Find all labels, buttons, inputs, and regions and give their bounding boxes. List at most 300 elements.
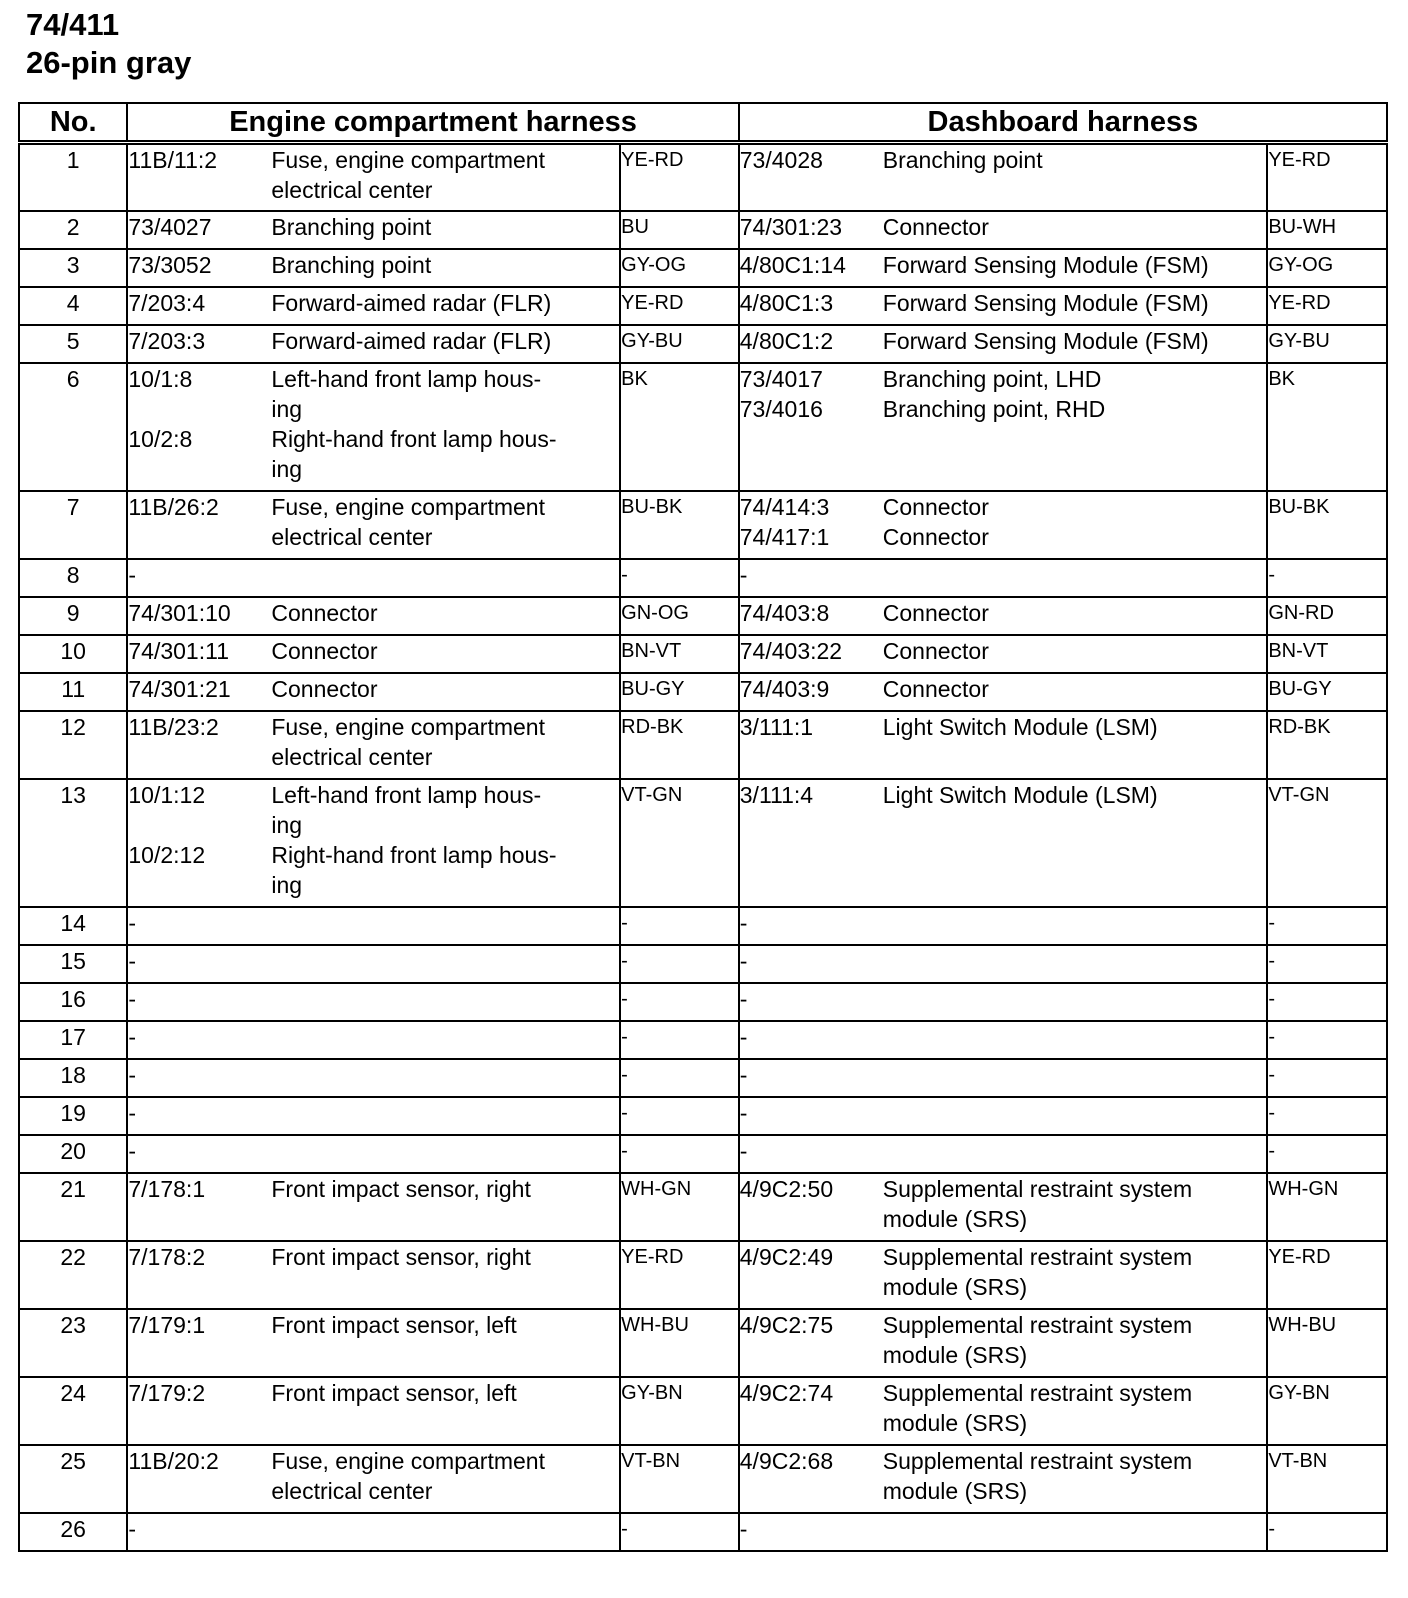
engine-harness-cell (127, 143, 620, 211)
component-description: ing (271, 455, 303, 482)
table-row (19, 1445, 1387, 1513)
harness-line (740, 1204, 1267, 1234)
harness-line (740, 1272, 1267, 1302)
table-row (19, 363, 1387, 491)
pin-number: 12 (19, 711, 127, 779)
harness-line (128, 742, 619, 772)
harness-line (740, 492, 1267, 522)
component-description (271, 946, 619, 976)
component-description (271, 1060, 619, 1090)
terminal-code (128, 394, 271, 424)
engine-harness-cell (127, 559, 620, 597)
harness-line (128, 394, 619, 424)
engine-harness-cell (127, 491, 620, 559)
harness-line (128, 175, 619, 205)
engine-harness-cell (127, 1021, 620, 1059)
harness-line (128, 424, 619, 454)
wire-color: YE-RD (620, 143, 739, 211)
terminal-code: 10/2:12 (128, 841, 206, 868)
wire-color: - (1267, 907, 1387, 945)
engine-harness-cell (127, 1445, 620, 1513)
component-description (883, 1514, 1267, 1544)
table-row (19, 1097, 1387, 1135)
table-row (19, 779, 1387, 907)
component-description (883, 1136, 1267, 1166)
table-row (19, 983, 1387, 1021)
table-row (19, 1377, 1387, 1445)
wire-color: - (1267, 983, 1387, 1021)
harness-line (740, 250, 1267, 280)
pin-number: 1 (19, 143, 127, 211)
terminal-code: - (739, 1515, 748, 1542)
terminal-code: 4/9C2:49 (739, 1243, 834, 1270)
wire-color: YE-RD (620, 287, 739, 325)
connector-description: 26-pin gray (26, 45, 192, 80)
wire-color: VT-GN (620, 779, 739, 907)
harness-line (740, 1340, 1267, 1370)
engine-harness-cell (127, 1173, 620, 1241)
dashboard-harness-cell (739, 491, 1268, 559)
component-description: electrical center (271, 1477, 433, 1504)
harness-line (128, 454, 619, 484)
terminal-code: 74/414:3 (739, 493, 830, 520)
terminal-code: 74/403:22 (739, 637, 843, 664)
terminal-code: 73/3052 (128, 251, 212, 278)
dashboard-harness-cell (739, 249, 1268, 287)
component-description: electrical center (271, 523, 433, 550)
component-description: Fuse, engine compartment (271, 713, 545, 740)
component-description: Supplemental restraint system (882, 1175, 1193, 1202)
terminal-code: 10/1:12 (128, 781, 206, 808)
component-description: Supplemental restraint system (882, 1243, 1193, 1270)
harness-line (128, 870, 619, 900)
terminal-code (128, 870, 271, 900)
terminal-code: 7/178:1 (128, 1175, 206, 1202)
component-description: Branching point, LHD (882, 365, 1102, 392)
wire-color: BU-BK (620, 491, 739, 559)
harness-line (740, 522, 1267, 552)
pin-number: 15 (19, 945, 127, 983)
terminal-code: 7/203:3 (128, 327, 206, 354)
dashboard-harness-cell (739, 597, 1268, 635)
component-description: Connector (271, 675, 378, 702)
harness-line (740, 674, 1267, 704)
terminal-code: 11B/11:2 (128, 147, 218, 173)
component-description: Supplemental restraint system (882, 1311, 1193, 1338)
terminal-code: 73/4027 (128, 213, 212, 240)
wire-color: GY-OG (620, 249, 739, 287)
terminal-code: 74/301:23 (739, 213, 843, 240)
dashboard-harness-cell (739, 1173, 1268, 1241)
table-header-row (19, 103, 1387, 143)
wire-color: BN-VT (620, 635, 739, 673)
pinout-table (18, 102, 1388, 1552)
engine-harness-cell (127, 325, 620, 363)
terminal-code (128, 810, 271, 840)
harness-line (128, 908, 619, 938)
component-description (271, 908, 619, 938)
engine-harness-cell (127, 779, 620, 907)
component-description: Supplemental restraint system (882, 1379, 1193, 1406)
pin-number: 22 (19, 1241, 127, 1309)
terminal-code: 74/403:9 (739, 675, 830, 702)
component-description: Connector (271, 599, 378, 626)
table-row (19, 673, 1387, 711)
harness-line (128, 712, 619, 742)
wire-color: - (620, 1097, 739, 1135)
component-description: Forward Sensing Module (FSM) (882, 251, 1209, 278)
wire-color: - (1267, 1513, 1387, 1551)
terminal-code: 7/178:2 (128, 1243, 206, 1270)
harness-line (128, 984, 619, 1014)
component-description: Connector (882, 213, 989, 240)
harness-line (128, 1174, 619, 1204)
terminal-code: 11B/20:2 (128, 1447, 219, 1474)
terminal-code: 4/80C1:3 (739, 289, 834, 316)
dashboard-harness-cell (739, 143, 1268, 211)
harness-line (128, 598, 619, 628)
engine-harness-cell (127, 211, 620, 249)
pin-number: 8 (19, 559, 127, 597)
component-description: Connector (271, 637, 378, 664)
pin-number: 3 (19, 249, 127, 287)
terminal-code: - (739, 1023, 748, 1050)
harness-line (740, 212, 1267, 242)
terminal-code: - (739, 1061, 748, 1088)
dashboard-harness-cell (739, 1309, 1268, 1377)
terminal-code: 7/179:2 (128, 1379, 206, 1406)
wire-color: - (1267, 1097, 1387, 1135)
pin-number: 20 (19, 1135, 127, 1173)
harness-line (128, 946, 619, 976)
engine-harness-cell (127, 363, 620, 491)
harness-line (128, 1476, 619, 1506)
terminal-code: 73/4017 (739, 365, 823, 392)
engine-harness-cell (127, 287, 620, 325)
pin-number: 10 (19, 635, 127, 673)
connector-id: 74/411 (26, 7, 120, 42)
pin-number: 18 (19, 1059, 127, 1097)
pin-number: 23 (19, 1309, 127, 1377)
harness-line (128, 1378, 619, 1408)
table-row (19, 1173, 1387, 1241)
terminal-code: - (128, 1137, 137, 1164)
table-row (19, 945, 1387, 983)
pin-number: 16 (19, 983, 127, 1021)
component-description: module (SRS) (882, 1273, 1028, 1300)
component-description: Forward-aimed radar (FLR) (271, 327, 552, 354)
dashboard-harness-cell (739, 673, 1268, 711)
table-row (19, 1135, 1387, 1173)
terminal-code: - (739, 1099, 748, 1126)
header-engine-harness: Engine compartment harness (127, 103, 738, 143)
table-row (19, 597, 1387, 635)
harness-line (128, 145, 619, 175)
harness-line (740, 908, 1267, 938)
dashboard-harness-cell (739, 211, 1268, 249)
harness-line (740, 1174, 1267, 1204)
harness-line (740, 145, 1267, 175)
component-description (271, 1022, 619, 1052)
harness-line (128, 326, 619, 356)
harness-line (128, 1098, 619, 1128)
component-description: Right-hand front lamp hous- (271, 841, 557, 868)
harness-line (128, 1136, 619, 1166)
dashboard-harness-cell (739, 1513, 1268, 1551)
harness-line (740, 1514, 1267, 1544)
harness-line (740, 1242, 1267, 1272)
table-row (19, 491, 1387, 559)
wire-color: GN-RD (1267, 597, 1387, 635)
dashboard-harness-cell (739, 559, 1268, 597)
dashboard-harness-cell (739, 325, 1268, 363)
pin-number: 25 (19, 1445, 127, 1513)
wire-color: - (620, 1059, 739, 1097)
terminal-code (740, 1272, 883, 1302)
component-description: Fuse, engine compartment (271, 1447, 545, 1474)
wire-color: - (1267, 559, 1387, 597)
component-description: Left-hand front lamp hous- (271, 781, 542, 808)
component-description: Connector (882, 675, 989, 702)
harness-line (740, 560, 1267, 590)
terminal-code (740, 1408, 883, 1438)
table-row (19, 1513, 1387, 1551)
component-description: electrical center (271, 743, 433, 770)
terminal-code: 4/9C2:68 (739, 1447, 834, 1474)
component-description: electrical center (271, 177, 433, 203)
harness-line (128, 250, 619, 280)
component-description: Branching point, RHD (882, 395, 1106, 422)
component-description: Light Switch Module (LSM) (882, 713, 1158, 740)
component-description (883, 560, 1267, 590)
harness-line (128, 636, 619, 666)
table-row (19, 325, 1387, 363)
wire-color: GN-OG (620, 597, 739, 635)
terminal-code: 74/417:1 (739, 523, 830, 550)
terminal-code: 4/80C1:2 (739, 327, 834, 354)
header-no: No. (19, 103, 127, 143)
terminal-code: - (739, 909, 748, 936)
pin-number: 13 (19, 779, 127, 907)
pin-number: 5 (19, 325, 127, 363)
wire-color: - (620, 907, 739, 945)
table-row (19, 1241, 1387, 1309)
terminal-code: 10/1:8 (128, 365, 193, 392)
harness-line (128, 560, 619, 590)
harness-line (740, 364, 1267, 394)
wire-color: - (620, 1513, 739, 1551)
pin-number: 4 (19, 287, 127, 325)
wire-color: BU-GY (620, 673, 739, 711)
table-row (19, 143, 1387, 211)
dashboard-harness-cell (739, 1021, 1268, 1059)
harness-line (740, 288, 1267, 318)
wire-color: GY-BU (1267, 325, 1387, 363)
harness-line (128, 810, 619, 840)
harness-line (740, 984, 1267, 1014)
wire-color: RD-BK (620, 711, 739, 779)
component-description: ing (271, 395, 303, 422)
table-row (19, 211, 1387, 249)
component-description (883, 984, 1267, 1014)
wire-color: BK (620, 363, 739, 491)
component-description: module (SRS) (882, 1477, 1028, 1504)
pin-number: 9 (19, 597, 127, 635)
wire-color: BU-WH (1267, 211, 1387, 249)
header-dashboard-harness: Dashboard harness (739, 103, 1387, 143)
dashboard-harness-cell (739, 1445, 1268, 1513)
terminal-code: - (128, 985, 137, 1012)
harness-line (740, 1408, 1267, 1438)
engine-harness-cell (127, 945, 620, 983)
terminal-code: 10/2:8 (128, 425, 193, 452)
component-description: Front impact sensor, right (271, 1243, 531, 1270)
harness-line (128, 1446, 619, 1476)
component-description: Right-hand front lamp hous- (271, 425, 557, 452)
terminal-code: 74/301:21 (128, 675, 231, 702)
component-description: Front impact sensor, left (271, 1311, 517, 1338)
component-description: Connector (882, 523, 989, 550)
harness-line (128, 288, 619, 318)
component-description (883, 908, 1267, 938)
wire-color: BU (620, 211, 739, 249)
harness-line (740, 326, 1267, 356)
terminal-code: - (739, 1137, 748, 1164)
wire-color: GY-BN (620, 1377, 739, 1445)
terminal-code: 74/301:10 (128, 599, 231, 626)
engine-harness-cell (127, 1377, 620, 1445)
terminal-code: 4/9C2:50 (739, 1175, 834, 1202)
component-description: Connector (882, 493, 989, 520)
component-description (883, 946, 1267, 976)
harness-line (740, 1446, 1267, 1476)
harness-line (128, 840, 619, 870)
terminal-code (128, 454, 271, 484)
harness-line (740, 712, 1267, 742)
terminal-code: - (128, 1099, 137, 1126)
harness-line (128, 212, 619, 242)
terminal-code (128, 1476, 271, 1506)
harness-line (740, 1476, 1267, 1506)
component-description (883, 1060, 1267, 1090)
component-description: Front impact sensor, left (271, 1379, 517, 1406)
wire-color: - (1267, 1135, 1387, 1173)
harness-line (128, 1242, 619, 1272)
engine-harness-cell (127, 711, 620, 779)
table-row (19, 559, 1387, 597)
wire-color: - (620, 983, 739, 1021)
pin-number: 14 (19, 907, 127, 945)
terminal-code (740, 1340, 883, 1370)
terminal-code: 73/4016 (739, 395, 823, 422)
component-description (271, 984, 619, 1014)
terminal-code: - (128, 1023, 137, 1050)
wire-color: BU-BK (1267, 491, 1387, 559)
component-description: ing (271, 811, 303, 838)
wire-color: GY-BU (620, 325, 739, 363)
dashboard-harness-cell (739, 363, 1268, 491)
harness-line (128, 1514, 619, 1544)
harness-line (128, 1310, 619, 1340)
dashboard-harness-cell (739, 1097, 1268, 1135)
table-row (19, 635, 1387, 673)
terminal-code: 4/80C1:14 (739, 251, 846, 278)
dashboard-harness-cell (739, 1241, 1268, 1309)
terminal-code: 3/111:4 (739, 781, 814, 808)
wire-color: VT-GN (1267, 779, 1387, 907)
engine-harness-cell (127, 597, 620, 635)
engine-harness-cell (127, 1059, 620, 1097)
terminal-code: - (128, 947, 137, 974)
dashboard-harness-cell (739, 1377, 1268, 1445)
engine-harness-cell (127, 673, 620, 711)
wire-color: - (620, 945, 739, 983)
harness-line (128, 1022, 619, 1052)
engine-harness-cell (127, 1097, 620, 1135)
dashboard-harness-cell (739, 907, 1268, 945)
harness-line (740, 1136, 1267, 1166)
terminal-code (128, 522, 271, 552)
harness-line (740, 780, 1267, 810)
component-description: Front impact sensor, right (271, 1175, 531, 1202)
terminal-code: 4/9C2:74 (739, 1379, 834, 1406)
harness-line (128, 780, 619, 810)
wire-color: YE-RD (1267, 143, 1387, 211)
harness-line (740, 1378, 1267, 1408)
pin-number: 21 (19, 1173, 127, 1241)
wire-color: - (620, 1135, 739, 1173)
wire-color: - (620, 559, 739, 597)
component-description: Light Switch Module (LSM) (882, 781, 1158, 808)
wire-color: YE-RD (620, 1241, 739, 1309)
component-description (271, 560, 619, 590)
wire-color: - (1267, 1021, 1387, 1059)
wire-color: RD-BK (1267, 711, 1387, 779)
connector-heading (26, 6, 191, 82)
pin-number: 6 (19, 363, 127, 491)
component-description: module (SRS) (882, 1341, 1028, 1368)
wire-color: VT-BN (1267, 1445, 1387, 1513)
engine-harness-cell (127, 983, 620, 1021)
component-description: Forward-aimed radar (FLR) (271, 289, 552, 316)
component-description: Connector (882, 599, 989, 626)
pin-number: 7 (19, 491, 127, 559)
terminal-code: 7/203:4 (128, 289, 206, 316)
terminal-code (128, 175, 271, 205)
pin-number: 17 (19, 1021, 127, 1059)
engine-harness-cell (127, 907, 620, 945)
terminal-code: 73/4028 (739, 147, 823, 173)
component-description: Fuse, engine compartment (271, 493, 545, 520)
wire-color: YE-RD (1267, 1241, 1387, 1309)
harness-line (128, 492, 619, 522)
component-description: Branching point (882, 147, 1043, 173)
terminal-code (740, 1204, 883, 1234)
table-row (19, 1021, 1387, 1059)
engine-harness-cell (127, 1241, 620, 1309)
component-description: ing (271, 871, 303, 898)
terminal-code: 74/301:11 (128, 637, 229, 664)
component-description: Branching point (271, 213, 432, 240)
harness-line (740, 1098, 1267, 1128)
harness-line (740, 946, 1267, 976)
wire-color: GY-BN (1267, 1377, 1387, 1445)
table-row (19, 1059, 1387, 1097)
pin-number: 24 (19, 1377, 127, 1445)
wire-color: - (1267, 1059, 1387, 1097)
component-description (271, 1136, 619, 1166)
component-description (271, 1514, 619, 1544)
